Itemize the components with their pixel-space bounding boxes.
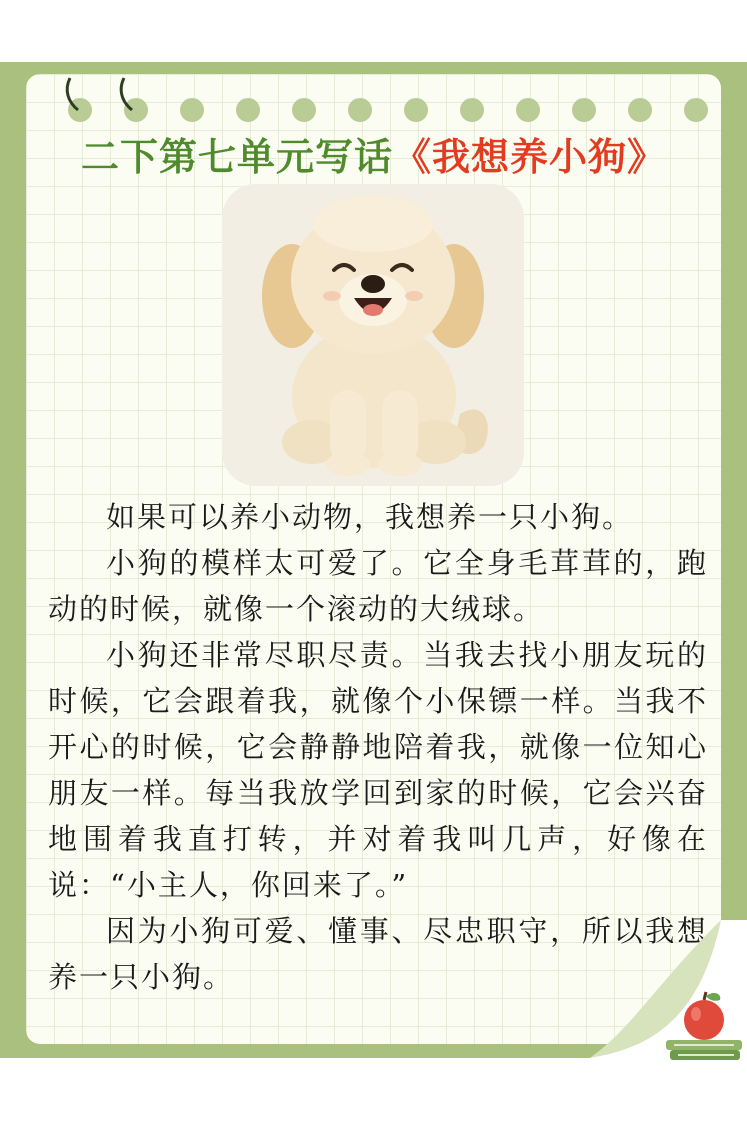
- puppy-image: [222, 184, 524, 486]
- binder-hole: [628, 98, 652, 122]
- puppy-icon: [222, 184, 524, 486]
- binder-hole: [404, 98, 428, 122]
- title-prefix: 二下第七单元写话: [80, 134, 393, 179]
- binder-hole: [180, 98, 204, 122]
- binder-hole: [292, 98, 316, 122]
- essay-paragraph: 小狗的模样太可爱了。它全身毛茸茸的，跑动的时候，就像一个滚动的大绒球。: [48, 546, 708, 626]
- binder-hole: [236, 98, 260, 122]
- binder-rings-icon: [60, 76, 150, 116]
- essay-paragraph: 因为小狗可爱、懂事、尽忠职守，所以我想养一只小狗。: [48, 914, 708, 994]
- essay-paragraph: 小狗还非常尽职尽责。当我去找小朋友玩的时候，它会跟着我，就像个小保镖一样。当我不开心的时候，它会静静地陪着我，就像一位知心朋友一样。每当我放学回到家的时候，它会兴奋地围着我直打转，并对着我叫几声，好像在说：“小主人，你回来了。”: [48, 638, 708, 902]
- page-title: [0, 126, 747, 181]
- title-highlight: 《我想养小狗》: [393, 134, 667, 179]
- binder-hole: [516, 98, 540, 122]
- binder-hole: [460, 98, 484, 122]
- binder-hole: [684, 98, 708, 122]
- binder-hole: [348, 98, 372, 122]
- essay-paragraph: 如果可以养小动物，我想养一只小狗。: [106, 500, 634, 534]
- apple-books-icon: [664, 988, 744, 1064]
- binder-holes: [68, 98, 708, 124]
- binder-hole: [572, 98, 596, 122]
